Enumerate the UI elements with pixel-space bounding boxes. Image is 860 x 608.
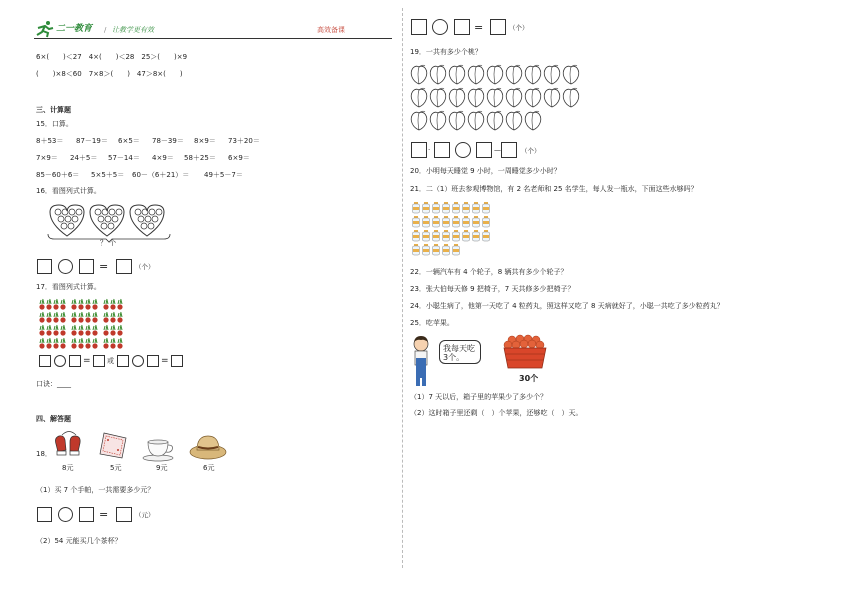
- calc-cell: 49＋5－7＝: [204, 171, 243, 179]
- equals-sign: =: [99, 508, 109, 521]
- section3-title: 三、计算题: [36, 106, 71, 114]
- operator-circle[interactable]: [455, 142, 471, 158]
- water-bottles-illustration: [412, 200, 498, 258]
- q16-caption: ？ 个: [100, 239, 117, 247]
- calc-cell: 85－60＋6＝: [36, 171, 80, 179]
- radish-icon: [39, 299, 122, 349]
- equals-sign: =: [99, 260, 109, 273]
- operator-circle[interactable]: [132, 355, 144, 367]
- q21-text: 21．二（1）班去参观博物馆，有 2 名老师和 25 名学生，每人发一瓶水，下面这些水够吗？: [410, 185, 698, 193]
- header-slogan: 让教学更有效: [112, 26, 154, 34]
- answer-box[interactable]: [147, 355, 159, 367]
- answer-box[interactable]: [411, 19, 427, 35]
- unit-label: （个）: [135, 263, 155, 271]
- peach-icon: [411, 65, 579, 130]
- operator-circle[interactable]: [54, 355, 66, 367]
- unit-label: （个）: [509, 24, 529, 32]
- answer-box[interactable]: [454, 19, 470, 35]
- heart-icon: [50, 205, 84, 236]
- answer-box[interactable]: [490, 19, 506, 35]
- calc-cell: 73＋20＝: [228, 137, 260, 145]
- or-label: 或: [107, 357, 114, 365]
- answer-box[interactable]: [116, 507, 132, 522]
- q24-text: 24．小聪生病了，他第一天吃了 4 粒药丸，照这样又吃了 8 天病就好了，小聪一共吃了多少粒药丸？: [410, 302, 724, 310]
- heart-icon: [130, 205, 164, 236]
- answer-box[interactable]: [117, 355, 129, 367]
- equals-sign: =: [83, 356, 91, 366]
- calc-cell: 4×9＝: [152, 154, 174, 162]
- q15-text: 15．口算。: [36, 120, 73, 128]
- header: [34, 20, 392, 40]
- fill-row-2: ( )×8＜60 7×8＞( ) 47＞8×( ): [36, 70, 183, 78]
- answer-box[interactable]: [69, 355, 81, 367]
- price-label: 9元: [156, 464, 168, 472]
- calc-cell: 6×5＝: [118, 137, 140, 145]
- q16-text: 16．看图列式计算。: [36, 187, 101, 195]
- fill-row-1: 6×( )＜27 4×( )＜28 25＞( )×9: [36, 53, 188, 61]
- header-rule: [34, 38, 392, 39]
- basket-label: 30个: [519, 374, 539, 383]
- column-divider: [402, 8, 403, 568]
- answer-box[interactable]: [37, 507, 52, 522]
- price-label: 8元: [62, 464, 74, 472]
- q20-text: 20．小明每天睡觉 9 小时，一周睡觉多少小时？: [410, 167, 561, 175]
- speech-bubble: [439, 340, 481, 364]
- runner-logo-icon: [34, 20, 56, 38]
- answer-box[interactable]: [171, 355, 183, 367]
- straw-hat-icon: [188, 430, 228, 462]
- calc-cell: 58＋25＝: [184, 154, 216, 162]
- equals-sign: =: [161, 356, 169, 366]
- q19-text: 19．一共有多少个桃？: [410, 48, 482, 56]
- answer-box[interactable]: [39, 355, 51, 367]
- calc-cell: 7×9＝: [36, 154, 58, 162]
- peaches-illustration: [410, 63, 590, 133]
- equals-sign: =: [474, 21, 484, 34]
- koujue-label: 口诀：____: [36, 380, 71, 388]
- calc-cell: 87－19＝: [76, 137, 108, 145]
- q23-text: 23．张大伯每天修 9 把椅子，7 天共修多少把椅子？: [410, 285, 575, 293]
- q18-1-text: （1）买 7 个手帕，一共需要多少元？: [36, 486, 155, 494]
- logo-text: 二一教育: [56, 24, 93, 34]
- unit-label: （元）: [135, 511, 155, 519]
- handkerchief-icon: [96, 430, 130, 462]
- answer-box[interactable]: [411, 142, 427, 158]
- q25-1-text: （1）7 天以后，箱子里的苹果少了多少个？: [410, 393, 548, 401]
- q18-number: 18．: [36, 450, 52, 458]
- q25-text: 25．吃苹果。: [410, 319, 454, 327]
- price-label: 6元: [203, 464, 215, 472]
- answer-box[interactable]: [93, 355, 105, 367]
- calc-cell: 57－14＝: [108, 154, 140, 162]
- answer-box[interactable]: [116, 259, 132, 274]
- bottle-icon: [413, 202, 490, 255]
- heart-icon: [90, 205, 124, 236]
- calc-cell: 5×5＋5＝: [91, 171, 125, 179]
- section4-title: 四、解答题: [36, 415, 71, 423]
- slogan-separator: /: [104, 26, 107, 34]
- boy-icon: [407, 334, 437, 388]
- answer-box[interactable]: [79, 507, 94, 522]
- unit-label: （个）: [521, 147, 541, 155]
- header-tag: 高效备课: [317, 26, 345, 34]
- q22-text: 22．一辆汽车有 4 个轮子，8 辆共有多少个轮子？: [410, 268, 568, 276]
- mittens-icon: [52, 430, 86, 462]
- answer-box[interactable]: [501, 142, 517, 158]
- answer-box[interactable]: [476, 142, 492, 158]
- q25-2-text: （2）这时箱子里还剩（ ）个苹果，还够吃（ ）天。: [410, 409, 583, 417]
- calc-cell: 6×9＝: [228, 154, 250, 162]
- teacup-icon: [142, 434, 178, 462]
- calc-cell: 8＋53＝: [36, 137, 64, 145]
- operator-circle[interactable]: [58, 507, 73, 522]
- calc-cell: 8×9＝: [194, 137, 216, 145]
- dot-sep: ·: [428, 146, 431, 154]
- operator-circle[interactable]: [58, 259, 73, 274]
- speech-text: 我每天吃3个。: [443, 344, 475, 362]
- calc-cell: 78－39＝: [152, 137, 184, 145]
- minus-sign: —: [494, 146, 501, 154]
- calc-cell: 24＋5＝: [70, 154, 98, 162]
- radishes-illustration: [38, 298, 138, 350]
- calc-cell: 60－（6＋21）＝: [132, 171, 190, 179]
- answer-box[interactable]: [79, 259, 94, 274]
- operator-circle[interactable]: [432, 19, 448, 35]
- q17-text: 17．看图列式计算。: [36, 283, 101, 291]
- answer-box[interactable]: [37, 259, 52, 274]
- q18-2-text: （2）54 元能买几个茶杯？: [36, 537, 122, 545]
- apple-crate-icon: [500, 332, 550, 372]
- answer-box[interactable]: [434, 142, 450, 158]
- price-label: 5元: [110, 464, 122, 472]
